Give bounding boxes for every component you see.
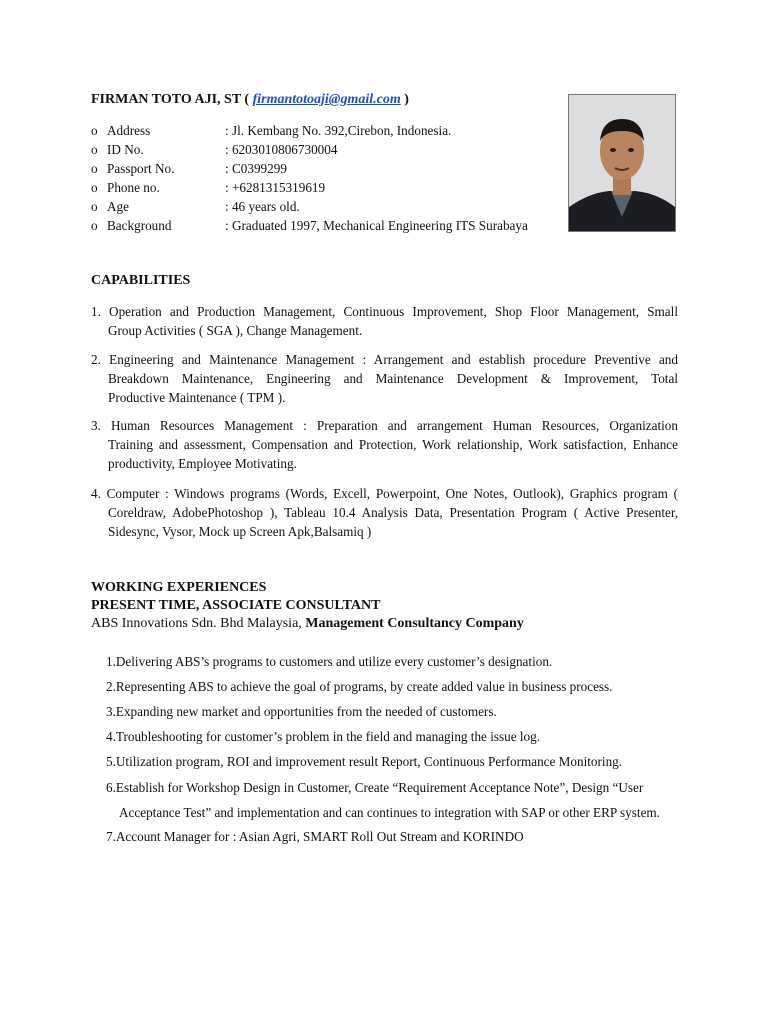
info-value: : C0399299 xyxy=(225,161,287,176)
info-bullet: o xyxy=(91,180,98,195)
capability-line: productivity, Employee Motivating. xyxy=(108,456,297,471)
info-value: : 46 years old. xyxy=(225,199,300,214)
company-line xyxy=(91,616,524,632)
capability-line: 3. Human Resources Management : Preparation and arrangement Human Resources, Organization xyxy=(91,418,678,433)
capability-line: 2. Engineering and Maintenance Management : Arrangement and establish procedure Preventive and xyxy=(91,352,678,367)
info-bullet: o xyxy=(91,123,98,138)
info-label: Phone no. xyxy=(107,180,160,195)
capability-line: Sidesync, Vysor, Mock up Screen Apk,Balsamiq ) xyxy=(108,524,372,539)
capability-item xyxy=(91,350,678,407)
portrait-illustration xyxy=(569,95,675,231)
experience-heading: WORKING EXPERIENCES xyxy=(91,580,267,595)
info-bullet: o xyxy=(91,199,98,214)
candidate-name-line xyxy=(91,92,409,108)
candidate-name: FIRMAN TOTO AJI, ST ( xyxy=(91,92,250,107)
info-label: Age xyxy=(107,199,129,214)
experience-item xyxy=(106,702,497,721)
capability-line: Productive Maintenance ( TPM ). xyxy=(108,390,286,405)
experience-text: 2.Representing ABS to achieve the goal of programs, by create added value in business process. xyxy=(106,679,613,694)
experience-text: 7.Account Manager for : Asian Agri, SMART Roll Out Stream and KORINDO xyxy=(106,829,524,844)
experience-text-continued: Acceptance Test” and implementation and can continues to integration with SAP or other ERP system. xyxy=(119,805,660,820)
info-label: Address xyxy=(107,123,151,138)
info-value: : Graduated 1997, Mechanical Engineering ITS Surabaya xyxy=(225,218,528,233)
info-bullet: o xyxy=(91,142,98,157)
company-type: Management Consultancy Company xyxy=(305,616,524,631)
info-bullet: o xyxy=(91,161,98,176)
experience-text: 5.Utilization program, ROI and improvement result Report, Continuous Performance Monitoring. xyxy=(106,754,623,769)
experience-item xyxy=(106,778,660,822)
position-title: PRESENT TIME, ASSOCIATE CONSULTANT xyxy=(91,598,381,613)
experience-item xyxy=(106,827,524,846)
capability-line: Training and assessment, Compensation and Protection, Work relationship, Work satisfaction, Enhance xyxy=(108,437,678,452)
experience-text: 6.Establish for Workshop Design in Customer, Create “Requirement Acceptance Note”, Design “User xyxy=(106,780,644,795)
experience-item xyxy=(106,727,540,746)
profile-photo xyxy=(568,94,676,232)
info-bullet: o xyxy=(91,218,98,233)
capability-item xyxy=(91,302,678,340)
info-label: ID No. xyxy=(107,142,144,157)
capability-item xyxy=(91,484,678,541)
info-label: Passport No. xyxy=(107,161,175,176)
capabilities-heading: CAPABILITIES xyxy=(91,273,191,288)
experience-text: 3.Expanding new market and opportunities from the needed of customers. xyxy=(106,704,497,719)
experience-text: 4.Troubleshooting for customer’s problem in the field and managing the issue log. xyxy=(106,729,541,744)
experience-text: 1.Delivering ABS’s programs to customers and utilize every customer’s designation. xyxy=(106,654,553,669)
close-paren: ) xyxy=(404,92,409,107)
company-name: ABS Innovations Sdn. Bhd Malaysia, xyxy=(91,616,302,631)
experience-item xyxy=(106,677,612,696)
capability-item xyxy=(91,416,678,473)
capability-line: Group Activities ( SGA ), Change Management. xyxy=(108,323,363,338)
experience-item xyxy=(106,752,622,771)
capability-line: 4. Computer : Windows programs (Words, Excell, Powerpoint, One Notes, Outlook), Graphics program ( xyxy=(91,486,678,501)
info-label: Background xyxy=(107,218,172,233)
experience-item xyxy=(106,652,552,671)
capability-line: Coreldraw, AdobePhotoshop ), Tableau 10.4 Analysis Data, Presentation Program ( Active Presenter, xyxy=(108,505,678,520)
email-link[interactable]: firmantotoaji@gmail.com xyxy=(252,92,401,107)
info-value: : Jl. Kembang No. 392,Cirebon, Indonesia. xyxy=(225,123,452,138)
capability-line: 1. Operation and Production Management, Continuous Improvement, Shop Floor Management, Small xyxy=(91,304,678,319)
info-value: : 6203010806730004 xyxy=(225,142,338,157)
capability-line: Breakdown Maintenance, Engineering and Maintenance Development & Improvement, Total xyxy=(108,371,678,386)
info-value: : +6281315319619 xyxy=(225,180,326,195)
